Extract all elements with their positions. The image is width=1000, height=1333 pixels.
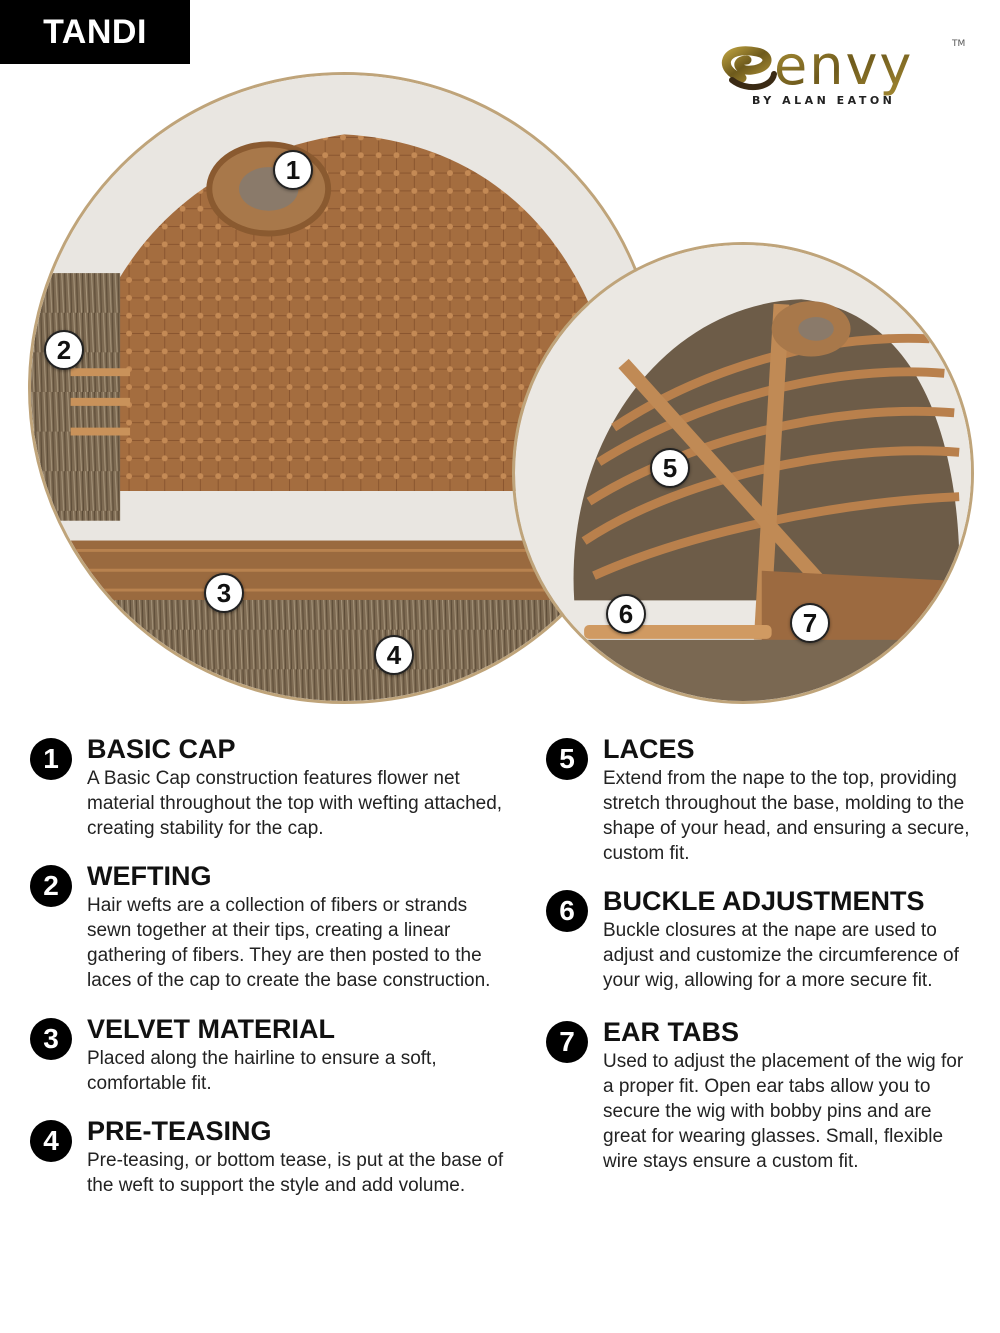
product-name-tag: TANDI <box>0 0 190 64</box>
feature-basic-cap <box>30 732 505 841</box>
feature-title: VELVET MATERIAL <box>87 1014 335 1044</box>
feature-description: Extend from the nape to the top, providing stretch throughout the base, molding to the shape of your head, and ensuring a secure, custom fit. <box>603 768 970 864</box>
feature-number-badge: 7 <box>546 1021 588 1063</box>
feature-title: PRE-TEASING <box>87 1116 272 1146</box>
feature-number-badge: 6 <box>546 890 588 932</box>
feature-description: Used to adjust the placement of the wig for a proper fit. Open ear tabs allow you to secure the wig with bobby pins and are great for wearing glasses. Small, flexible wire stays ensure a custom fit. <box>603 1051 964 1172</box>
feature-description: A Basic Cap construction features flower net material throughout the top with wefting attached, creating stability for the cap. <box>87 768 503 839</box>
cap-back-photo-small <box>512 242 974 704</box>
marker-1: 1 <box>273 150 313 190</box>
feature-wefting <box>30 859 505 993</box>
feature-description: Placed along the hairline to ensure a soft, comfortable fit. <box>87 1048 437 1094</box>
feature-title: BASIC CAP <box>87 734 236 764</box>
feature-velvet-material <box>30 1012 505 1096</box>
features-right-column <box>546 732 976 1174</box>
feature-title: BUCKLE ADJUSTMENTS <box>603 886 925 916</box>
brand-byline: BY ALAN EATON <box>752 94 896 107</box>
feature-buckle-adjustments <box>546 884 976 993</box>
trademark-text: TM <box>952 39 966 49</box>
marker-4: 4 <box>374 635 414 675</box>
feature-number-badge: 1 <box>30 738 72 780</box>
marker-3: 3 <box>204 573 244 613</box>
marker-7: 7 <box>790 603 830 643</box>
feature-number-badge: 5 <box>546 738 588 780</box>
feature-number-badge: 2 <box>30 865 72 907</box>
feature-title: EAR TABS <box>603 1017 740 1047</box>
feature-title: WEFTING <box>87 861 212 891</box>
feature-number-badge: 3 <box>30 1018 72 1060</box>
envy-logo-graphic <box>712 30 972 110</box>
feature-laces <box>546 732 976 866</box>
marker-6: 6 <box>606 594 646 634</box>
marker-5: 5 <box>650 448 690 488</box>
cap-back-illustration <box>515 245 971 701</box>
feature-description: Pre-teasing, or bottom tease, is put at the base of the weft to support the style and add volume. <box>87 1150 504 1196</box>
features-left-column <box>30 732 505 1198</box>
feature-title: LACES <box>603 734 695 764</box>
feature-number-badge: 4 <box>30 1120 72 1162</box>
brand-logo <box>712 30 972 110</box>
feature-ear-tabs <box>546 1015 976 1174</box>
feature-pre-teasing <box>30 1114 505 1198</box>
brand-name-text: envy <box>774 34 914 97</box>
feature-description: Buckle closures at the nape are used to adjust and customize the circumference of your wig, allowing for a more secure fit. <box>603 920 959 991</box>
marker-2: 2 <box>44 330 84 370</box>
feature-description: Hair wefts are a collection of fibers or strands sewn together at their tips, creating a linear gathering of fibers. They are then posted to the laces of the cap to create the base construction. <box>87 895 491 991</box>
